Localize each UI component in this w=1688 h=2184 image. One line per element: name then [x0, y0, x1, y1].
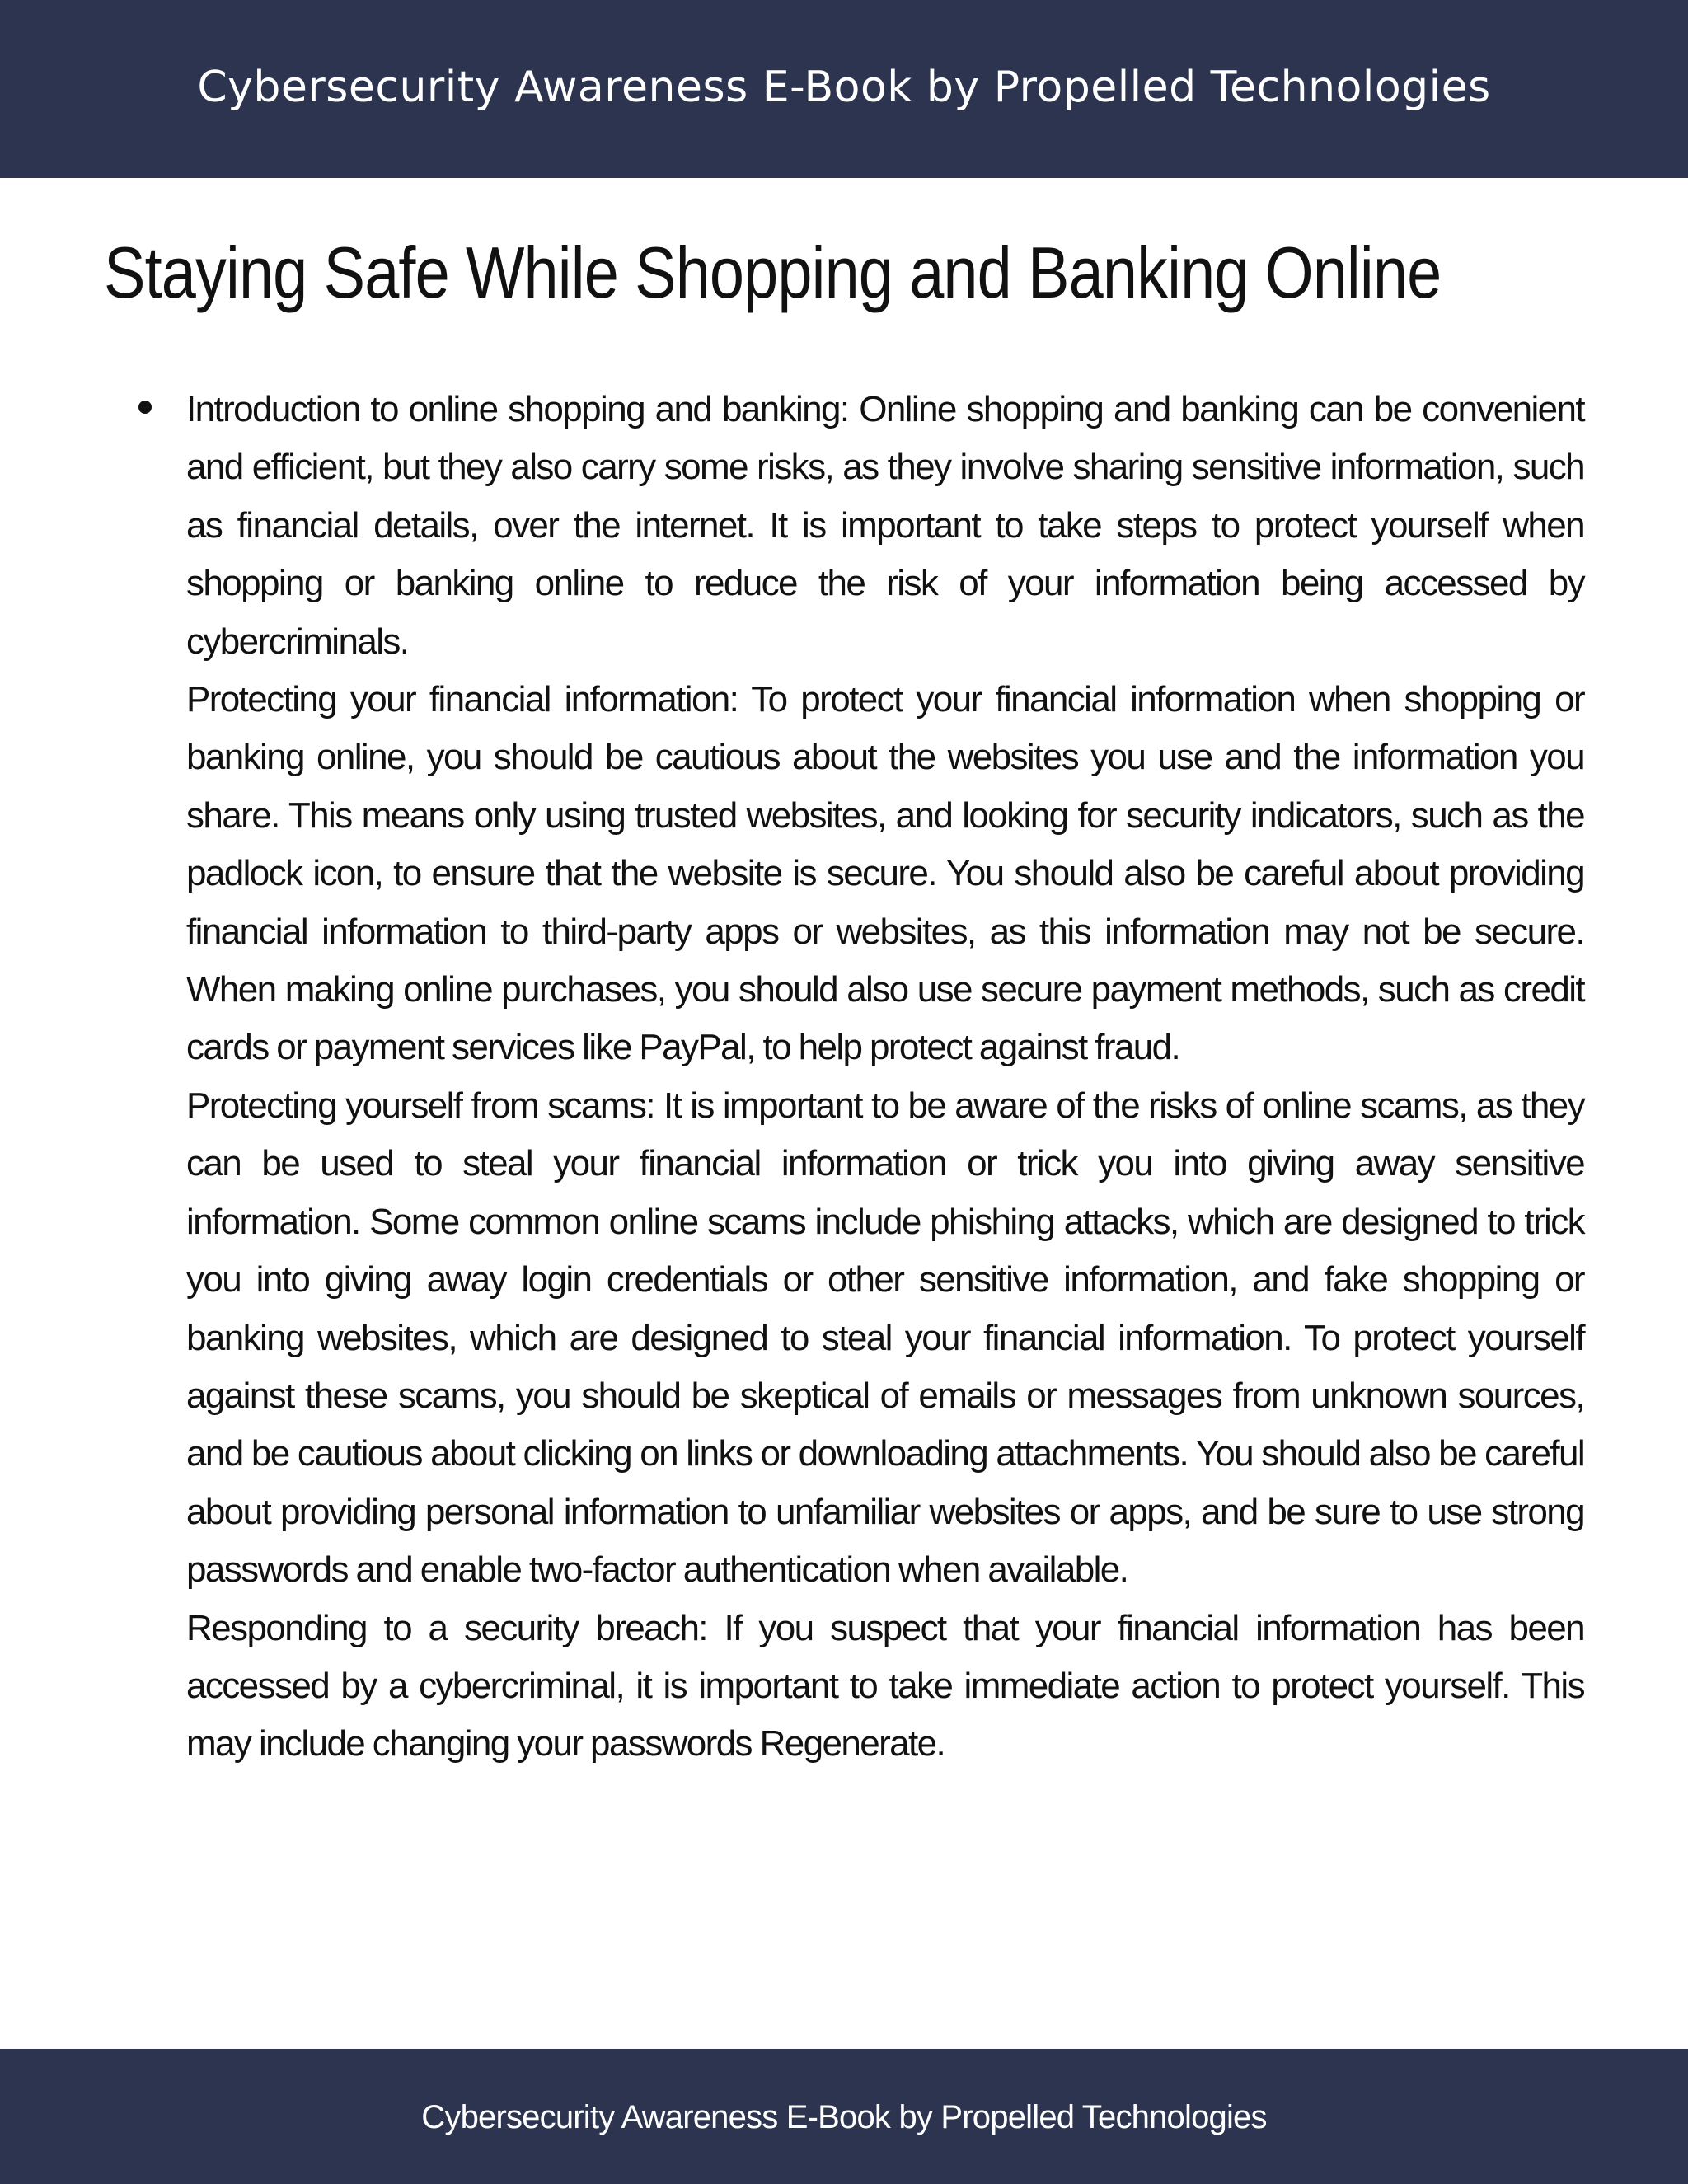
paragraph-scams: Protecting yourself from scams: It is important to be aware of the risks of online scams, as they can be used to steal your financial information or trick you into giving away sensitive information. Some common online scams include phishing attacks, which are designed to trick you into giving away login credentials or other sensitive information, and fake shopping or banking websites, which are designed to steal your financial information. To protect yourself against these scams, you should be skeptical of emails or messages from unknown sources, and be cautious about clicking on links or downloading attachments. You should also be careful about providing personal information to unfamiliar websites or apps, and be sure to use strong passwords and enable two-factor authentication when available.	[186, 1085, 1584, 1591]
page-title: Staying Safe While Shopping and Banking Online	[104, 232, 1442, 313]
content-body	[186, 381, 1584, 1774]
bullet-icon	[138, 401, 152, 414]
page-header	[0, 0, 1688, 178]
footer-text: Cybersecurity Awareness E-Book by Propelled Technologies	[421, 2098, 1267, 2135]
page-footer	[0, 2049, 1688, 2184]
paragraph-intro: Introduction to online shopping and banking: Online shopping and banking can be convenient and efficient, but they also carry some risks, as they involve sharing sensitive information, such as financial details, over the internet. It is important to take steps to protect yourself when shopping or banking online to reduce the risk of your information being accessed by cybercriminals.	[186, 389, 1584, 662]
header-title: Cybersecurity Awareness E-Book by Propelled Technologies	[197, 63, 1491, 112]
paragraph-financial-info: Protecting your financial information: To protect your financial information when shopping or banking online, you should be cautious about the websites you use and the information you share. This means only using trusted websites, and looking for security indicators, such as the padlock icon, to ensure that the website is secure. You should also be careful about providing financial information to third-party apps or websites, as this information may not be secure. When making online purchases, you should also use secure payment methods, such as credit cards or payment services like PayPal, to help protect against fraud.	[186, 679, 1584, 1068]
paragraph-breach: Responding to a security breach: If you suspect that your financial information has been accessed by a cybercriminal, it is important to take immediate action to protect yourself. This may include changing your passwords Regenerate.	[186, 1607, 1584, 1765]
